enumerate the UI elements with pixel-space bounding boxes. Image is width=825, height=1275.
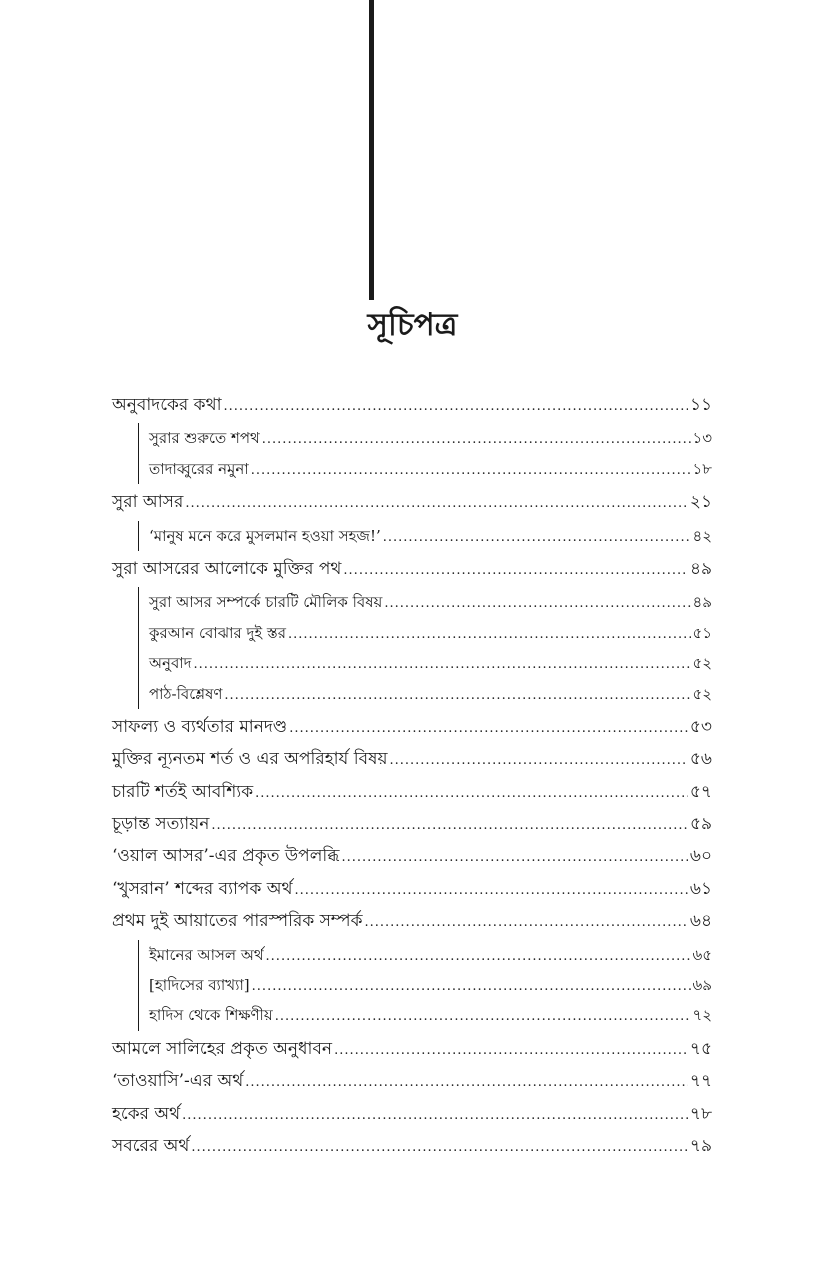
toc-entry-page: ৬৫ xyxy=(692,945,712,964)
toc-entry-label: সুরা আসর সম্পর্কে চারটি মৌলিক বিষয় xyxy=(149,593,383,612)
toc-entry-label: আমলে সালিহের প্রকৃত অনুধাবন xyxy=(112,1038,333,1059)
dot-leader xyxy=(182,1100,688,1132)
toc-entry[interactable] xyxy=(112,776,712,808)
toc-entry-label: মুক্তির ন্যূনতম শর্ত ও এর অপরিহার্য বিষয় xyxy=(112,749,388,770)
dot-leader xyxy=(389,745,687,777)
toc-subentry[interactable] xyxy=(149,970,712,1000)
dot-leader xyxy=(343,555,688,587)
toc-entry-page: ৫২ xyxy=(692,654,712,673)
toc-entry-page: ৭২ xyxy=(692,1006,712,1025)
toc-entry[interactable] xyxy=(112,1065,712,1097)
toc-entry-page: ৫৯ xyxy=(689,814,712,835)
toc-subentry[interactable] xyxy=(149,587,712,617)
toc-entry-label: ‘মানুষ মনে করে মুসলমান হওয়া সহজ!’ xyxy=(149,526,381,545)
toc-entry-label: সুরা আসর xyxy=(112,492,184,513)
toc-entry-label: অনুবাদকের কথা xyxy=(112,395,222,415)
toc-entry-label: চারটি শর্তই আবশ্যিক xyxy=(112,781,254,802)
toc-entry-label: ইমানের আসল অর্থ xyxy=(149,945,264,964)
toc-subentry[interactable] xyxy=(149,1000,712,1030)
dot-leader xyxy=(341,842,687,874)
toc-entry-page: ৫৬ xyxy=(689,749,712,770)
toc-entry[interactable] xyxy=(112,840,712,872)
toc-entry[interactable] xyxy=(112,1130,712,1162)
toc-entry[interactable] xyxy=(112,743,712,775)
toc-subentry[interactable] xyxy=(149,521,712,551)
dot-leader xyxy=(224,391,688,423)
toc-entry-label: হকের অর্থ xyxy=(112,1103,181,1124)
dot-leader xyxy=(185,488,688,520)
dot-leader xyxy=(251,456,691,486)
toc-entry-label: চূড়ান্ত সত্যায়ন xyxy=(112,814,210,835)
toc-entry-label: অনুবাদ xyxy=(149,654,192,673)
toc-entry-page: ১৮ xyxy=(692,459,712,478)
toc-subentry[interactable] xyxy=(149,454,712,484)
toc-entry-page: ৫১ xyxy=(692,623,712,642)
toc-entry-page: ৪৯ xyxy=(692,593,712,612)
dot-leader xyxy=(288,620,691,650)
dot-leader xyxy=(383,523,691,553)
dot-leader xyxy=(194,650,691,680)
toc-entry-label: পাঠ-বিশ্লেষণ xyxy=(149,684,223,703)
toc-entry-page: ৭৭ xyxy=(689,1071,712,1092)
toc-entry-page: ৬৯ xyxy=(692,976,712,995)
dot-leader xyxy=(191,1132,688,1164)
toc-subentry[interactable] xyxy=(149,940,712,970)
dot-leader xyxy=(255,778,688,810)
dot-leader xyxy=(275,1002,691,1032)
toc-entry[interactable] xyxy=(112,711,712,743)
page-title: সূচিপত্র xyxy=(367,307,458,343)
toc-entry-label: কুরআন বোঝার দুই স্তর xyxy=(149,623,286,642)
toc-subentry[interactable] xyxy=(149,423,712,453)
toc-entry-page: ৭৯ xyxy=(689,1135,712,1156)
toc-entry-label: ‘ওয়াল আসর’-এর প্রকৃত উপলব্ধি xyxy=(112,846,340,867)
toc-entry-page: ১৩ xyxy=(692,429,712,448)
toc-entry-page: ৭৮ xyxy=(689,1103,712,1124)
toc-subsection-group xyxy=(138,423,712,484)
dot-leader xyxy=(262,425,691,455)
dot-leader xyxy=(266,942,691,972)
toc-entry[interactable] xyxy=(112,873,712,905)
toc-entry-page: ৬১ xyxy=(689,878,712,899)
dot-leader xyxy=(365,907,688,939)
dot-leader xyxy=(224,681,690,711)
toc-entry[interactable] xyxy=(112,808,712,840)
toc-entry-label: সুরা আসরের আলোকে মুক্তির পথ xyxy=(112,558,342,579)
toc-subentry[interactable] xyxy=(149,679,712,709)
toc-entry-label: তাদাব্বুরের নমুনা xyxy=(149,459,249,478)
toc-entry-label: ‘খুসরান’ শব্দের ব্যাপক অর্থ xyxy=(112,878,293,899)
toc-entry-page: ৬০ xyxy=(689,846,712,867)
toc-entry[interactable] xyxy=(112,486,712,518)
toc-entry-page: ৬৪ xyxy=(689,911,712,932)
toc-entry-page: ৫৭ xyxy=(689,781,712,802)
toc-entry-label: সাফল্য ও ব্যর্থতার মানদণ্ড xyxy=(112,716,288,737)
toc-entry-label: প্রথম দুই আয়াতের পারস্পরিক সম্পর্ক xyxy=(112,911,363,932)
dot-leader xyxy=(295,875,688,907)
toc-entry[interactable] xyxy=(112,1098,712,1130)
toc-entry-label: [হাদিসের ব্যাখ্যা] xyxy=(149,976,250,995)
toc-subsection-group xyxy=(138,587,712,709)
toc-entry[interactable] xyxy=(112,1033,712,1065)
toc-entry-label: হাদিস থেকে শিক্ষণীয় xyxy=(149,1006,273,1025)
toc-entry[interactable] xyxy=(112,553,712,585)
dot-leader xyxy=(384,589,690,619)
dot-leader xyxy=(245,1067,688,1099)
toc-entry-page: ৫৩ xyxy=(689,716,712,737)
dot-leader xyxy=(334,1035,688,1067)
toc-entry-page: ২১ xyxy=(689,492,712,513)
toc-entry-label: ‘তাওয়াসি’-এর অর্থ xyxy=(112,1071,244,1092)
decorative-vertical-rule xyxy=(369,0,374,300)
toc-subentry[interactable] xyxy=(149,618,712,648)
toc-subsection-group xyxy=(138,940,712,1031)
dot-leader xyxy=(289,713,688,745)
dot-leader xyxy=(211,810,688,842)
table-of-contents xyxy=(112,389,712,1162)
toc-entry-page: ১১ xyxy=(689,395,712,415)
toc-entry-page: ৪৯ xyxy=(689,558,712,579)
toc-subentry[interactable] xyxy=(149,648,712,678)
toc-entry[interactable] xyxy=(112,905,712,937)
toc-entry-page: ৪২ xyxy=(692,526,712,545)
toc-entry-page: ৭৫ xyxy=(689,1038,712,1059)
toc-entry[interactable] xyxy=(112,389,712,421)
toc-entry-label: সবরের অর্থ xyxy=(112,1135,190,1156)
toc-entry-label: সুরার শুরুতে শপথ xyxy=(149,429,260,448)
dot-leader xyxy=(252,972,691,1002)
toc-subsection-group xyxy=(138,521,712,551)
toc-entry-page: ৫২ xyxy=(692,684,712,703)
